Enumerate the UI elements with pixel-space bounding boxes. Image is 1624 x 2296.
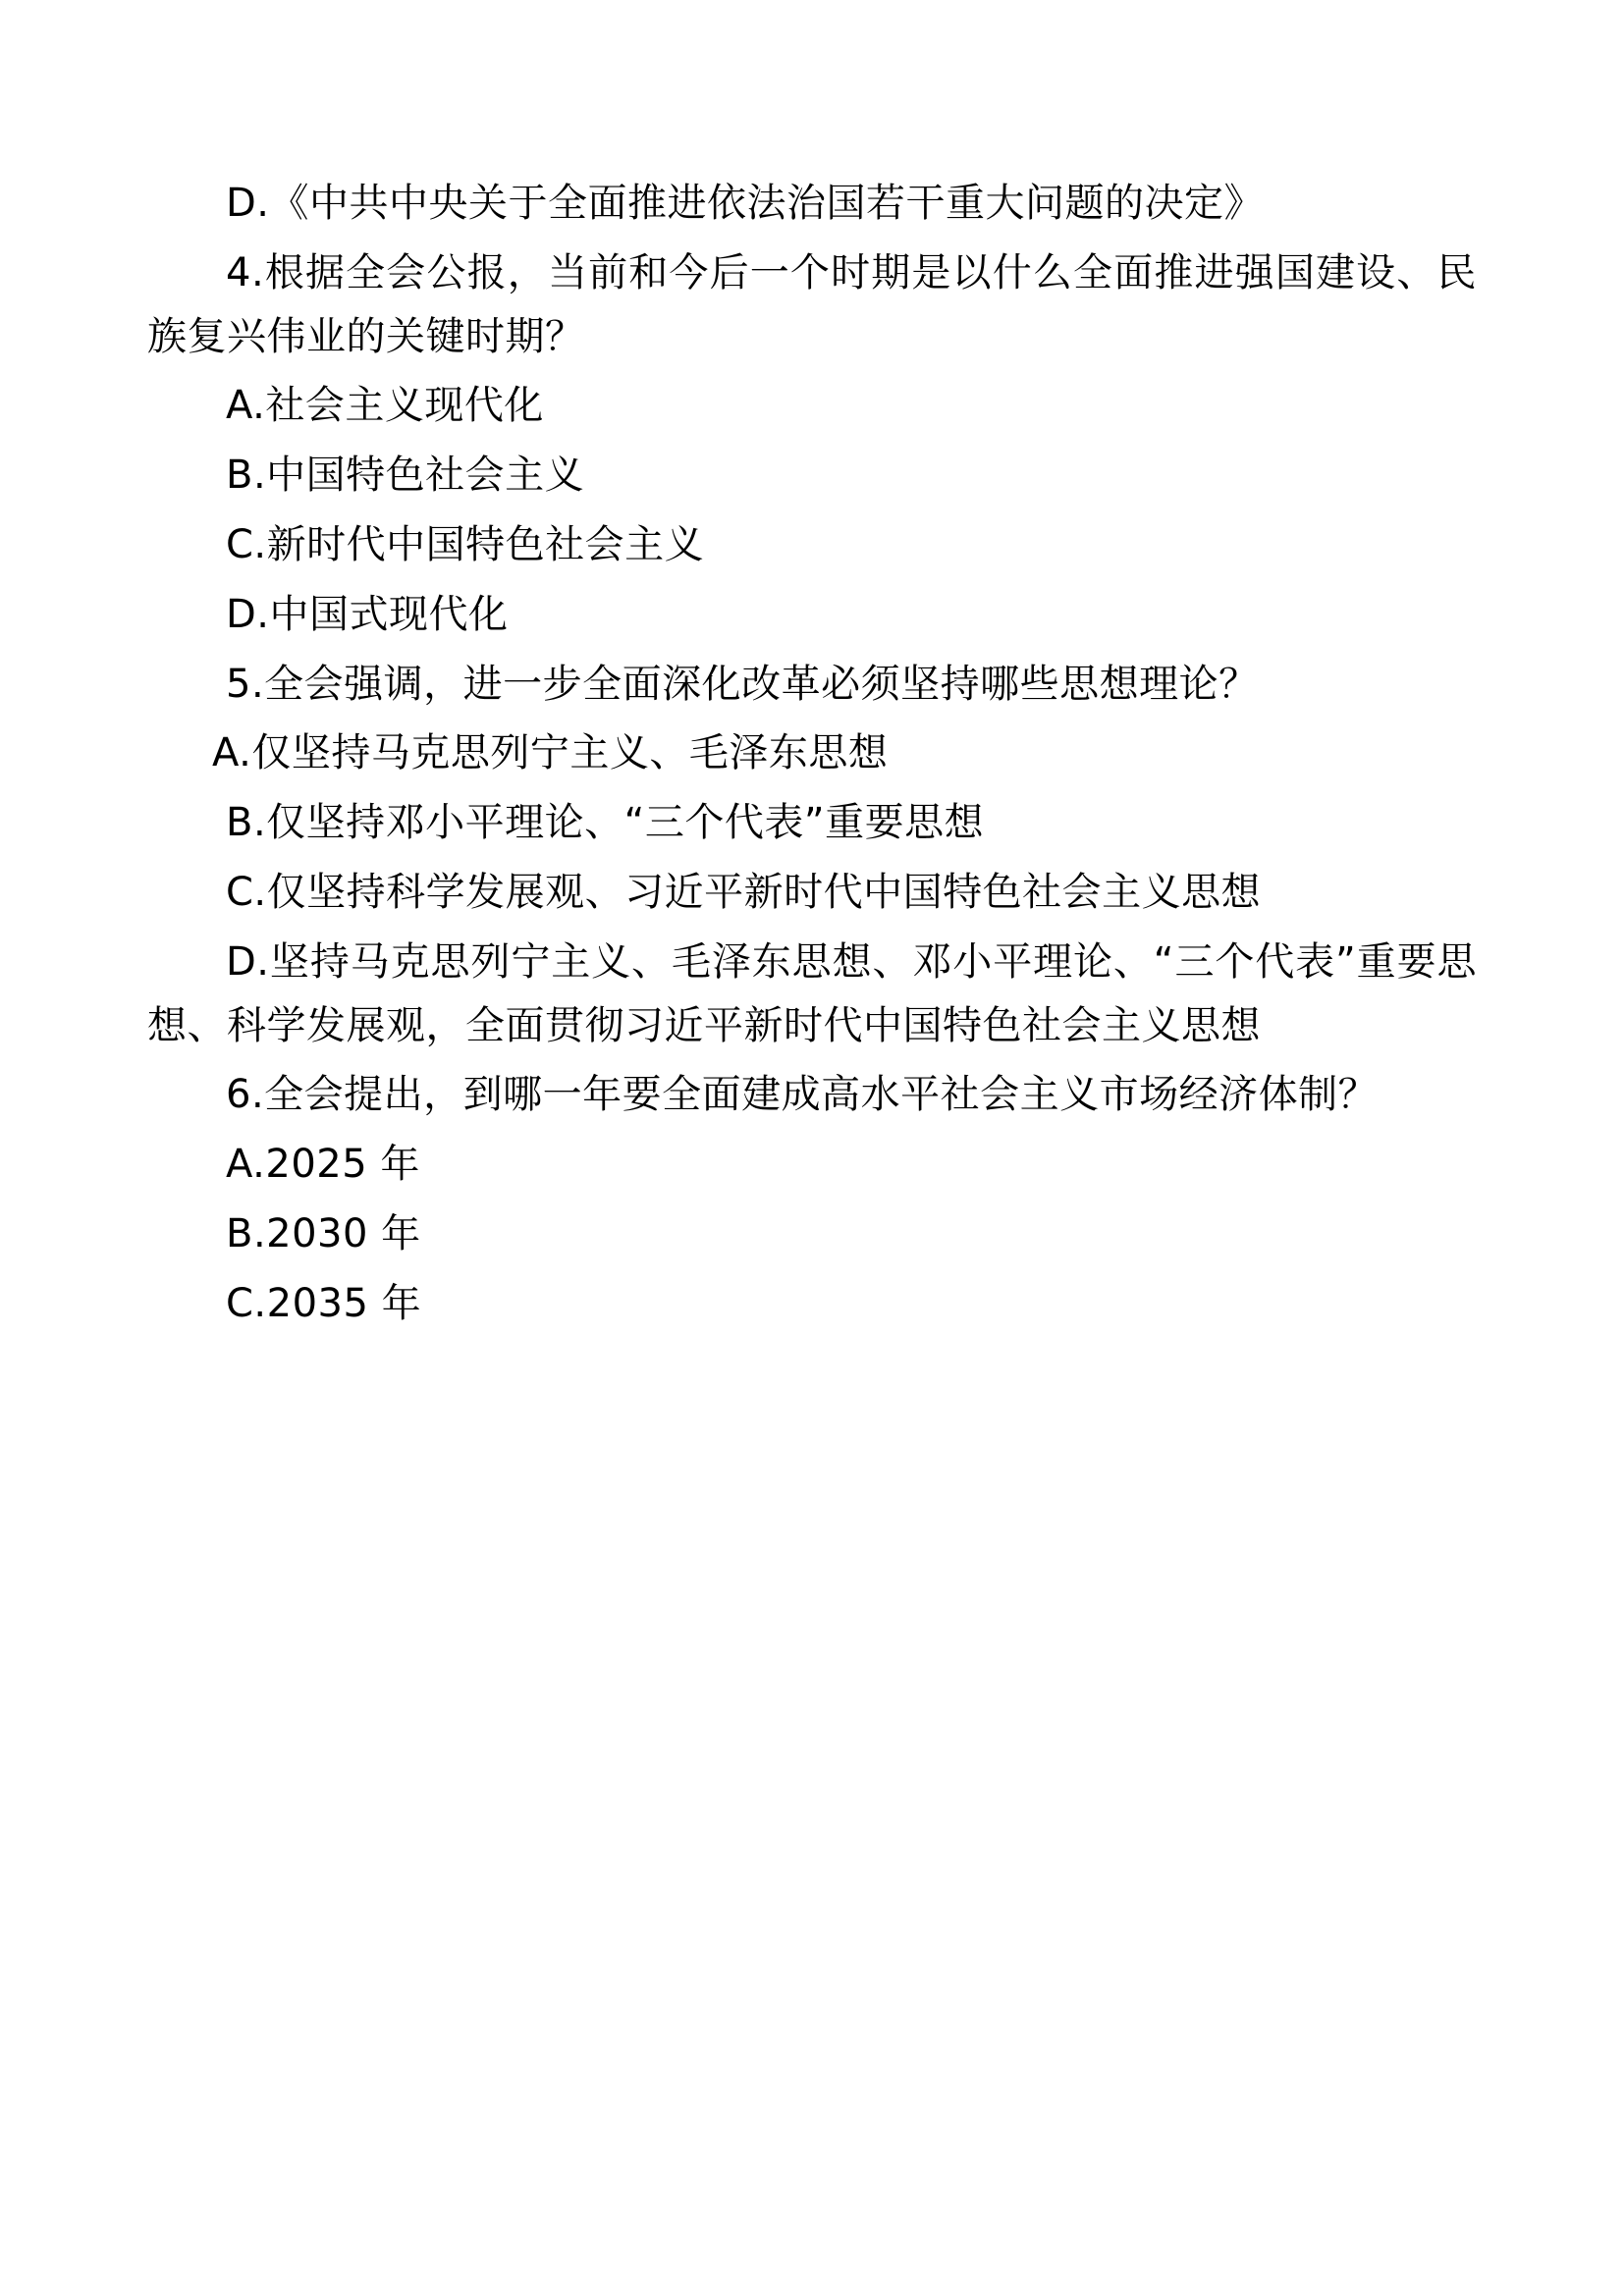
option-item: D.中国式现代化 [226,591,509,637]
option-item: D.《中共中央关于全面推进依法治国若干重大问题的决定》 [226,181,1265,226]
question-item: 5.全会强调，进一步全面深化改革必须坚持哪些思想理论？ [226,661,1259,707]
option-item: C.2035 年 [226,1280,422,1326]
option-item: C.新时代中国特色社会主义 [226,521,705,567]
option-item: D.坚持马克思列宁主义、毛泽东思想、邓小平理论、“三个代表”重要思想、科学发展观，全面贯彻习近平新时代中国特色社会主义思想 [147,938,1477,1048]
option-item: C.仅坚持科学发展观、习近平新时代中国特色社会主义思想 [226,869,1262,915]
option-item: B.中国特色社会主义 [226,453,585,499]
document-body [147,172,1477,1336]
option-item: A.2025 年 [226,1142,420,1188]
question-item: 4.根据全会公报，当前和今后一个时期是以什么全面推进强国建设、民族复兴伟业的关键时期？ [147,249,1477,359]
option-item: B.仅坚持邓小平理论、“三个代表”重要思想 [226,800,985,846]
question-item: 6.全会提出，到哪一年要全面建成高水平社会主义市场经济体制？ [226,1072,1379,1118]
option-item: A.仅坚持马克思列宁主义、毛泽东思想 [212,730,889,776]
option-item: A.社会主义现代化 [226,383,544,429]
option-item: B.2030 年 [226,1210,421,1256]
